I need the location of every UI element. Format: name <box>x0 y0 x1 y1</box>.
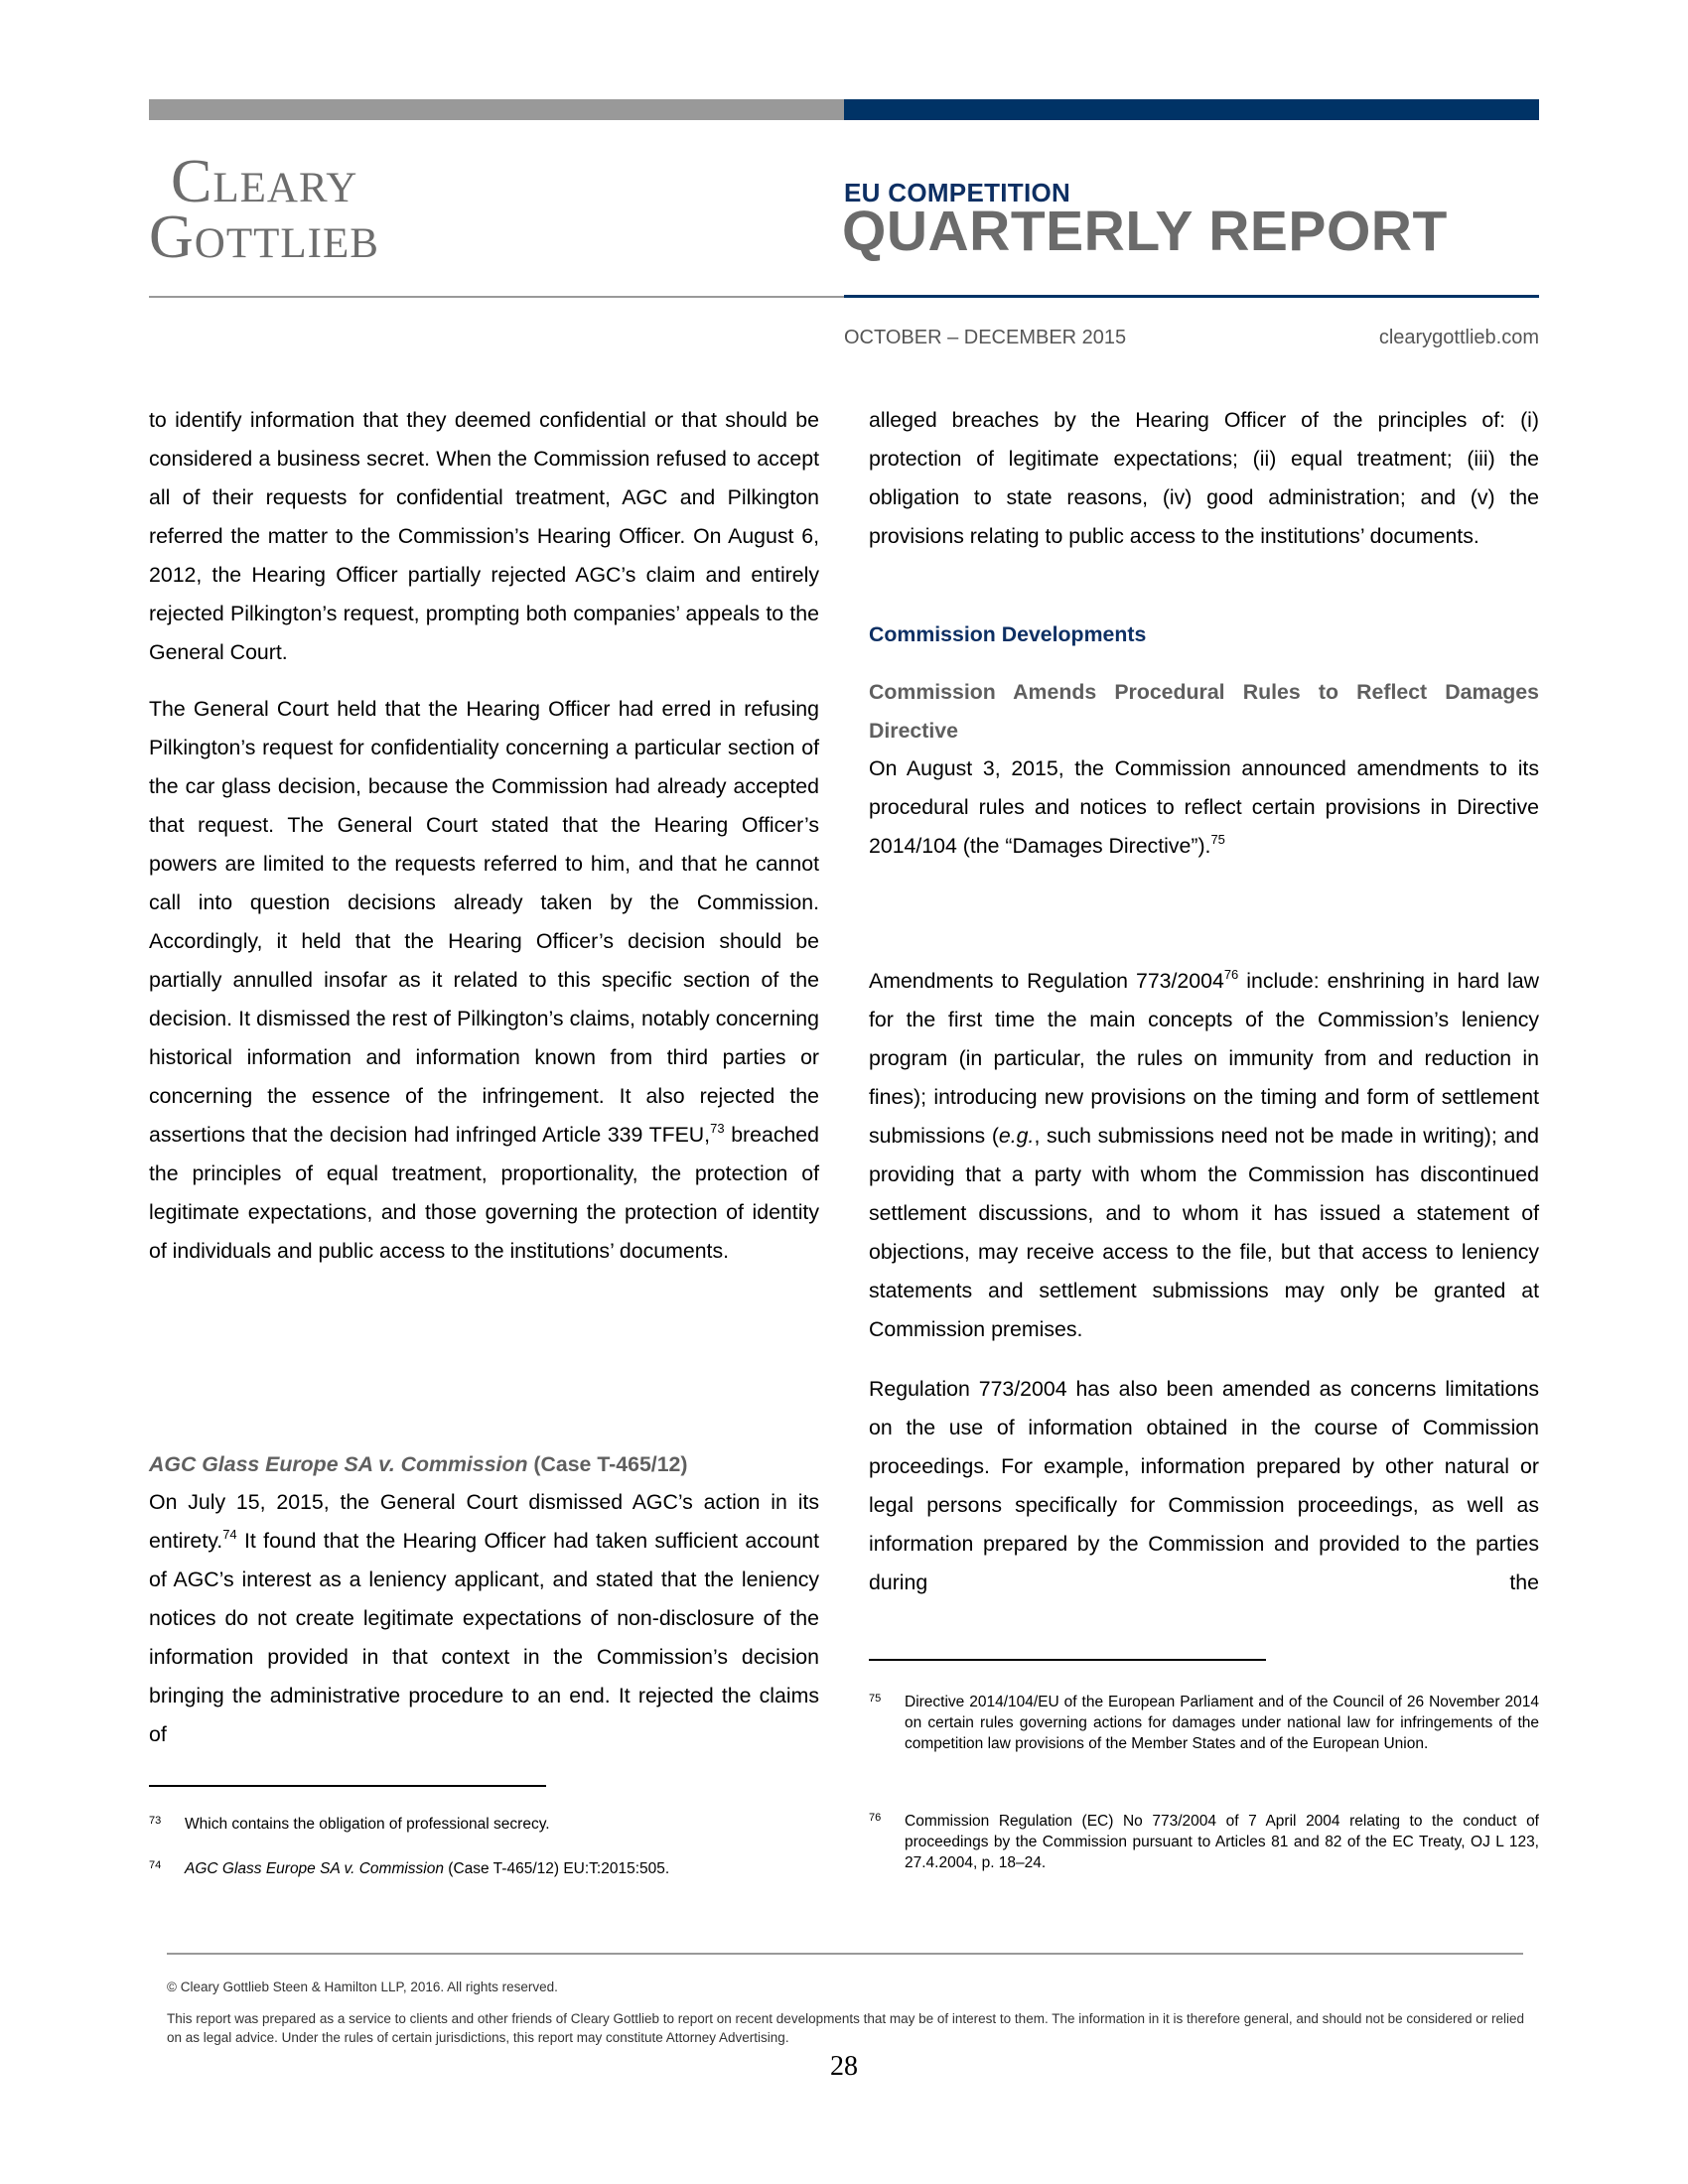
right-column-body <box>869 1370 1539 1602</box>
paragraph: Regulation 773/2004 has also been amended as concerns limitations on the use of information obtained in the course of Commission proceedings. For example, information prepared by other natural or legal persons specifically for Commission proceedings, as well as information prepared by the Commission and provided to the parties during the <box>869 1377 1539 1594</box>
website-link[interactable]: clearygottlieb.com <box>1378 327 1539 348</box>
page-number: 28 <box>830 2051 858 2082</box>
paragraph: Amendments to Regulation 773/2004$^{76}$ include: enshrining in hard law for the first time the main concepts of the Commission’s leniency program (in particular, the rules on immunity from and reduction in fines); introducing new provisions on the timing and form of settlement submissions (e.g., such submissions need not be made in writing); and providing that a party with whom the Commission has discontinued settlement discussions, and to whom it has issued a statement of objections, may receive access to the file, but that access to leniency statements and settlement submissions may only be granted at Commission premises. <box>869 967 1540 1341</box>
header-bar-blue <box>844 99 1539 120</box>
right-column-body <box>869 962 1539 1349</box>
report-title: QUARTERLY REPORT <box>842 200 1448 263</box>
footnote-73: 73 Which contains the obligation of professional secrecy. <box>149 1815 550 1833</box>
case-heading: AGC Glass Europe SA v. Commission (Case T-465/12) <box>149 1452 688 1476</box>
logo-line-2: Gottlieb <box>149 204 379 271</box>
logo-line-1: Cleary <box>171 148 358 215</box>
header-divider-gray <box>149 296 844 298</box>
disclaimer: This report was prepared as a service to clients and other friends of Cleary Gottlieb to report on recent developments that may be of interest to them. The information in it is therefore general, and should not be considered or relied on as legal advice. Under the rules of certain jurisdictions, this report may constitute Attorney Advertising. <box>167 2011 1524 2045</box>
footer-divider <box>167 1953 1523 1955</box>
right-column <box>869 401 1539 556</box>
footnote-rule <box>149 1785 546 1787</box>
paragraph: to identify information that they deemed confidential or that should be considered a business secret. When the Commission refused to accept all of their requests for confidential treatment, AGC and Pilkington referred the matter to the Commission’s Hearing Officer. On August 6, 2012, the Hearing Officer partially rejected AGC’s claim and entirely rejected Pilkington’s request, prompting both companies’ appeals to the General Court. <box>149 408 819 664</box>
paragraph: On August 3, 2015, the Commission announced amendments to its procedural rules and notices to reflect certain provisions in Directive 2014/104 (the “Damages Directive”).$^{75}$ <box>869 756 1539 858</box>
report-series: EU COMPETITION <box>844 178 1071 207</box>
right-column-body <box>869 750 1539 866</box>
footnote-ref[interactable]: 74 <box>222 1527 237 1542</box>
cleary-gottlieb-logo <box>149 148 397 271</box>
left-column-continued <box>149 1483 819 1754</box>
footnote-76: 76 Commission Regulation (EC) No 773/2004 of 7 April 2004 relating to the conduct of proceedings by the Commission pursuant to Articles 81 and 82 of the EC Treaty, OJ L 123, 27.4.2004, p. 18–24. <box>869 1812 1539 1871</box>
footnote-rule <box>869 1659 1266 1661</box>
header-bar-gray <box>149 99 844 120</box>
section-heading: Commission Developments <box>869 622 1147 646</box>
copyright: © Cleary Gottlieb Steen & Hamilton LLP, 2016. All rights reserved. <box>167 1979 558 1994</box>
left-column <box>149 401 819 1288</box>
footnote-ref[interactable]: 73 <box>710 1121 725 1136</box>
footnote-74: 74 AGC Glass Europe SA v. Commission (Case T-465/12) EU:T:2015:505. <box>149 1859 670 1877</box>
report-period: OCTOBER – DECEMBER 2015 <box>844 327 1127 348</box>
paragraph: The General Court held that the Hearing Officer had erred in refusing Pilkington’s request for confidentiality concerning a particular section of the car glass decision, because the Commission had already accepted that request. The General Court stated that the Hearing Officer’s powers are limited to the requests referred to him, and that he cannot call into question decisions already taken by the Commission. Accordingly, it held that the Hearing Officer’s decision should be partially annulled insofar as it related to this specific section of the decision. It dismissed the rest of Pilkington’s claims, notably concerning historical information and information known from third parties or concerning the essence of the infringement. It also rejected the assertions that the decision had infringed Article 339 TFEU,$^{73}$ breached the principles of equal treatment, proportionality, the protection of legitimate expectations, and those governing the protection of identity of individuals and public access to the institutions’ documents. <box>149 697 819 1263</box>
sub-heading: Commission Amends Procedural Rules to Reflect Damages Directive <box>869 680 1539 743</box>
footnote-ref[interactable]: 75 <box>1210 832 1225 847</box>
footnote-75: 75 Directive 2014/104/EU of the European Parliament and of the Council of 26 November 2014 on certain rules governing actions for damages under national law for infringements of the competition law provisions of the Member States and of the European Union. <box>869 1693 1539 1752</box>
footnote-ref[interactable]: 76 <box>1223 967 1239 982</box>
paragraph: On July 15, 2015, the General Court dismissed AGC’s action in its entirety.$^{74}$ It found that the Hearing Officer had taken sufficient account of AGC’s interest as a leniency applicant, and stated that the leniency notices do not create legitimate expectations of non-disclosure of the information provided in that context in the Commission’s decision bringing the administrative procedure to an end. It rejected the claims of <box>149 1490 819 1746</box>
header-divider-blue <box>844 295 1539 298</box>
paragraph: alleged breaches by the Hearing Officer of the principles of: (i) protection of legitimate expectations; (ii) equal treatment; (iii) the obligation to state reasons, (iv) good administration; and (v) the provisions relating to public access to the institutions’ documents. <box>869 408 1539 548</box>
